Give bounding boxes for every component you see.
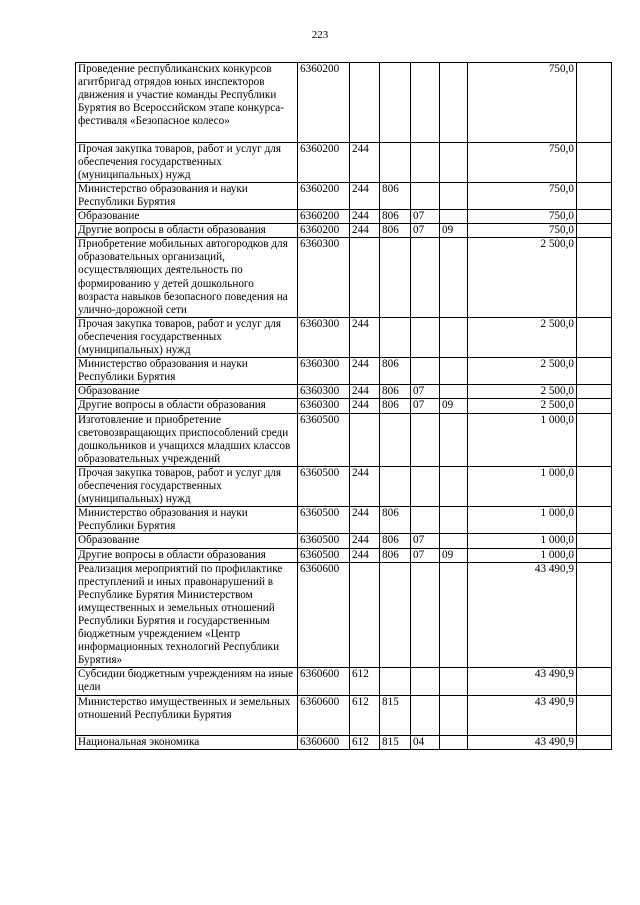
row-rz-cell bbox=[411, 695, 440, 735]
row-vr-cell bbox=[350, 413, 380, 466]
table-row bbox=[76, 224, 612, 238]
row-vr-cell: 244 bbox=[350, 507, 380, 534]
table-body bbox=[76, 63, 612, 750]
row-pr-cell: 09 bbox=[440, 224, 468, 238]
row-empty-cell bbox=[577, 182, 612, 209]
table-row bbox=[76, 238, 612, 318]
row-csr-cell: 6360600 bbox=[298, 735, 350, 749]
row-name-cell: Образование bbox=[76, 534, 298, 548]
row-csr-cell: 6360500 bbox=[298, 534, 350, 548]
row-pr-cell bbox=[440, 385, 468, 399]
row-rz-cell bbox=[411, 317, 440, 357]
row-pr-cell bbox=[440, 695, 468, 735]
row-ved-cell: 806 bbox=[380, 358, 411, 385]
row-empty-cell bbox=[577, 142, 612, 182]
row-name-cell: Министерство образования и науки Республики Бурятия bbox=[76, 182, 298, 209]
row-csr-cell: 6360200 bbox=[298, 210, 350, 224]
row-sum-cell: 1 000,0 bbox=[468, 548, 577, 562]
row-sum-cell: 750,0 bbox=[468, 224, 577, 238]
row-name-cell: Другие вопросы в области образования bbox=[76, 399, 298, 413]
row-empty-cell bbox=[577, 238, 612, 318]
row-rz-cell bbox=[411, 466, 440, 506]
table-row bbox=[76, 182, 612, 209]
row-pr-cell: 09 bbox=[440, 399, 468, 413]
row-ved-cell: 806 bbox=[380, 182, 411, 209]
row-ved-cell: 806 bbox=[380, 399, 411, 413]
row-ved-cell bbox=[380, 668, 411, 695]
row-csr-cell: 6360300 bbox=[298, 399, 350, 413]
row-vr-cell: 244 bbox=[350, 142, 380, 182]
row-csr-cell: 6360600 bbox=[298, 562, 350, 668]
row-ved-cell bbox=[380, 238, 411, 318]
row-sum-cell: 1 000,0 bbox=[468, 507, 577, 534]
row-rz-cell bbox=[411, 507, 440, 534]
row-sum-cell: 750,0 bbox=[468, 182, 577, 209]
row-name-cell: Министерство образования и науки Республики Бурятия bbox=[76, 507, 298, 534]
row-rz-cell bbox=[411, 562, 440, 668]
row-sum-cell: 1 000,0 bbox=[468, 466, 577, 506]
row-ved-cell: 806 bbox=[380, 224, 411, 238]
row-pr-cell bbox=[440, 63, 468, 143]
row-pr-cell bbox=[440, 358, 468, 385]
row-ved-cell bbox=[380, 63, 411, 143]
row-sum-cell: 2 500,0 bbox=[468, 358, 577, 385]
row-rz-cell: 07 bbox=[411, 534, 440, 548]
row-pr-cell bbox=[440, 413, 468, 466]
row-vr-cell: 244 bbox=[350, 534, 380, 548]
row-empty-cell bbox=[577, 695, 612, 735]
row-ved-cell: 806 bbox=[380, 210, 411, 224]
row-pr-cell bbox=[440, 735, 468, 749]
row-name-cell: Реализация мероприятий по профилактике преступлений и иных правонарушений в Республике Бурятия Министерством имущественных и земельных отношений Республики Бурятия и государственным бюджетным учреждением «Центр информационных технологий Республики Бурятия» bbox=[76, 562, 298, 668]
row-rz-cell bbox=[411, 413, 440, 466]
row-empty-cell bbox=[577, 385, 612, 399]
row-csr-cell: 6360600 bbox=[298, 695, 350, 735]
table-row bbox=[76, 399, 612, 413]
row-rz-cell bbox=[411, 358, 440, 385]
table-row bbox=[76, 548, 612, 562]
row-name-cell: Образование bbox=[76, 210, 298, 224]
row-ved-cell bbox=[380, 562, 411, 668]
row-empty-cell bbox=[577, 507, 612, 534]
row-empty-cell bbox=[577, 210, 612, 224]
row-sum-cell: 2 500,0 bbox=[468, 399, 577, 413]
row-vr-cell: 244 bbox=[350, 224, 380, 238]
row-vr-cell: 244 bbox=[350, 385, 380, 399]
row-pr-cell bbox=[440, 210, 468, 224]
table-row bbox=[76, 507, 612, 534]
row-vr-cell: 612 bbox=[350, 735, 380, 749]
row-sum-cell: 750,0 bbox=[468, 63, 577, 143]
budget-table bbox=[75, 62, 612, 750]
row-empty-cell bbox=[577, 224, 612, 238]
row-empty-cell bbox=[577, 317, 612, 357]
table-row bbox=[76, 317, 612, 357]
row-sum-cell: 43 490,9 bbox=[468, 735, 577, 749]
row-vr-cell: 612 bbox=[350, 695, 380, 735]
row-empty-cell bbox=[577, 548, 612, 562]
row-vr-cell: 244 bbox=[350, 358, 380, 385]
row-name-cell: Прочая закупка товаров, работ и услуг для обеспечения государственных (муниципальных) нужд bbox=[76, 317, 298, 357]
page-number: 223 bbox=[311, 29, 329, 41]
row-name-cell: Приобретение мобильных автогородков для образовательных организаций, осуществляющих деятельность по формированию у детей дошкольного возраста навыков безопасного поведения на улично-дорожной сети bbox=[76, 238, 298, 318]
row-empty-cell bbox=[577, 466, 612, 506]
row-sum-cell: 1 000,0 bbox=[468, 413, 577, 466]
row-vr-cell: 244 bbox=[350, 548, 380, 562]
table-row bbox=[76, 385, 612, 399]
row-vr-cell: 244 bbox=[350, 210, 380, 224]
row-sum-cell: 43 490,9 bbox=[468, 562, 577, 668]
row-empty-cell bbox=[577, 534, 612, 548]
table-row bbox=[76, 413, 612, 466]
row-rz-cell bbox=[411, 182, 440, 209]
row-csr-cell: 6360300 bbox=[298, 385, 350, 399]
row-csr-cell: 6360500 bbox=[298, 466, 350, 506]
row-ved-cell bbox=[380, 317, 411, 357]
row-empty-cell bbox=[577, 358, 612, 385]
row-sum-cell: 750,0 bbox=[468, 210, 577, 224]
table-row bbox=[76, 210, 612, 224]
row-csr-cell: 6360500 bbox=[298, 413, 350, 466]
row-sum-cell: 2 500,0 bbox=[468, 238, 577, 318]
row-pr-cell bbox=[440, 238, 468, 318]
row-rz-cell: 07 bbox=[411, 210, 440, 224]
table-row bbox=[76, 562, 612, 668]
row-rz-cell bbox=[411, 668, 440, 695]
row-empty-cell bbox=[577, 668, 612, 695]
row-csr-cell: 6360300 bbox=[298, 317, 350, 357]
row-sum-cell: 750,0 bbox=[468, 142, 577, 182]
table-row bbox=[76, 695, 612, 735]
row-name-cell: Прочая закупка товаров, работ и услуг для обеспечения государственных (муниципальных) нужд bbox=[76, 466, 298, 506]
row-sum-cell: 43 490,9 bbox=[468, 695, 577, 735]
row-empty-cell bbox=[577, 562, 612, 668]
row-vr-cell bbox=[350, 562, 380, 668]
row-pr-cell bbox=[440, 182, 468, 209]
row-name-cell: Изготовление и приобретение световозвращающих приспособлений среди дошкольников и учащихся младших классов образовательных учреждений bbox=[76, 413, 298, 466]
row-ved-cell bbox=[380, 142, 411, 182]
row-ved-cell: 815 bbox=[380, 735, 411, 749]
row-pr-cell bbox=[440, 142, 468, 182]
row-pr-cell bbox=[440, 562, 468, 668]
table-row bbox=[76, 63, 612, 143]
row-ved-cell: 806 bbox=[380, 385, 411, 399]
row-sum-cell: 1 000,0 bbox=[468, 534, 577, 548]
row-name-cell: Субсидии бюджетным учреждениям на иные цели bbox=[76, 668, 298, 695]
row-ved-cell bbox=[380, 466, 411, 506]
row-name-cell: Образование bbox=[76, 385, 298, 399]
row-rz-cell: 07 bbox=[411, 385, 440, 399]
table-row bbox=[76, 534, 612, 548]
row-csr-cell: 6360200 bbox=[298, 142, 350, 182]
row-vr-cell: 244 bbox=[350, 399, 380, 413]
row-name-cell: Национальная экономика bbox=[76, 735, 298, 749]
row-rz-cell bbox=[411, 63, 440, 143]
row-pr-cell bbox=[440, 507, 468, 534]
row-vr-cell: 612 bbox=[350, 668, 380, 695]
row-vr-cell: 244 bbox=[350, 182, 380, 209]
row-name-cell: Министерство имущественных и земельных отношений Республики Бурятия bbox=[76, 695, 298, 735]
row-csr-cell: 6360500 bbox=[298, 507, 350, 534]
row-ved-cell: 815 bbox=[380, 695, 411, 735]
table-row bbox=[76, 358, 612, 385]
row-sum-cell: 2 500,0 bbox=[468, 385, 577, 399]
row-ved-cell: 806 bbox=[380, 507, 411, 534]
row-name-cell: Министерство образования и науки Республики Бурятия bbox=[76, 358, 298, 385]
table-row bbox=[76, 735, 612, 749]
row-name-cell: Проведение республиканских конкурсов агитбригад отрядов юных инспекторов движения и участие команды Республики Бурятия во Всероссийском этапе конкурса-фестиваля «Безопасное колесо» bbox=[76, 63, 298, 143]
row-csr-cell: 6360200 bbox=[298, 224, 350, 238]
row-rz-cell: 07 bbox=[411, 224, 440, 238]
table-row bbox=[76, 142, 612, 182]
row-csr-cell: 6360200 bbox=[298, 63, 350, 143]
row-vr-cell bbox=[350, 63, 380, 143]
row-sum-cell: 2 500,0 bbox=[468, 317, 577, 357]
row-rz-cell bbox=[411, 238, 440, 318]
row-ved-cell bbox=[380, 413, 411, 466]
row-name-cell: Другие вопросы в области образования bbox=[76, 548, 298, 562]
row-pr-cell bbox=[440, 668, 468, 695]
row-empty-cell bbox=[577, 399, 612, 413]
row-sum-cell: 43 490,9 bbox=[468, 668, 577, 695]
row-name-cell: Прочая закупка товаров, работ и услуг для обеспечения государственных (муниципальных) нужд bbox=[76, 142, 298, 182]
row-empty-cell bbox=[577, 413, 612, 466]
row-rz-cell: 04 bbox=[411, 735, 440, 749]
row-csr-cell: 6360500 bbox=[298, 548, 350, 562]
row-ved-cell: 806 bbox=[380, 548, 411, 562]
row-csr-cell: 6360200 bbox=[298, 182, 350, 209]
row-ved-cell: 806 bbox=[380, 534, 411, 548]
row-vr-cell: 244 bbox=[350, 466, 380, 506]
row-name-cell: Другие вопросы в области образования bbox=[76, 224, 298, 238]
row-rz-cell: 07 bbox=[411, 399, 440, 413]
row-vr-cell bbox=[350, 238, 380, 318]
table-row bbox=[76, 668, 612, 695]
row-csr-cell: 6360300 bbox=[298, 358, 350, 385]
row-rz-cell bbox=[411, 142, 440, 182]
row-empty-cell bbox=[577, 63, 612, 143]
row-pr-cell bbox=[440, 534, 468, 548]
row-pr-cell: 09 bbox=[440, 548, 468, 562]
row-vr-cell: 244 bbox=[350, 317, 380, 357]
row-pr-cell bbox=[440, 317, 468, 357]
row-pr-cell bbox=[440, 466, 468, 506]
row-empty-cell bbox=[577, 735, 612, 749]
row-csr-cell: 6360300 bbox=[298, 238, 350, 318]
row-rz-cell: 07 bbox=[411, 548, 440, 562]
row-csr-cell: 6360600 bbox=[298, 668, 350, 695]
table-row bbox=[76, 466, 612, 506]
